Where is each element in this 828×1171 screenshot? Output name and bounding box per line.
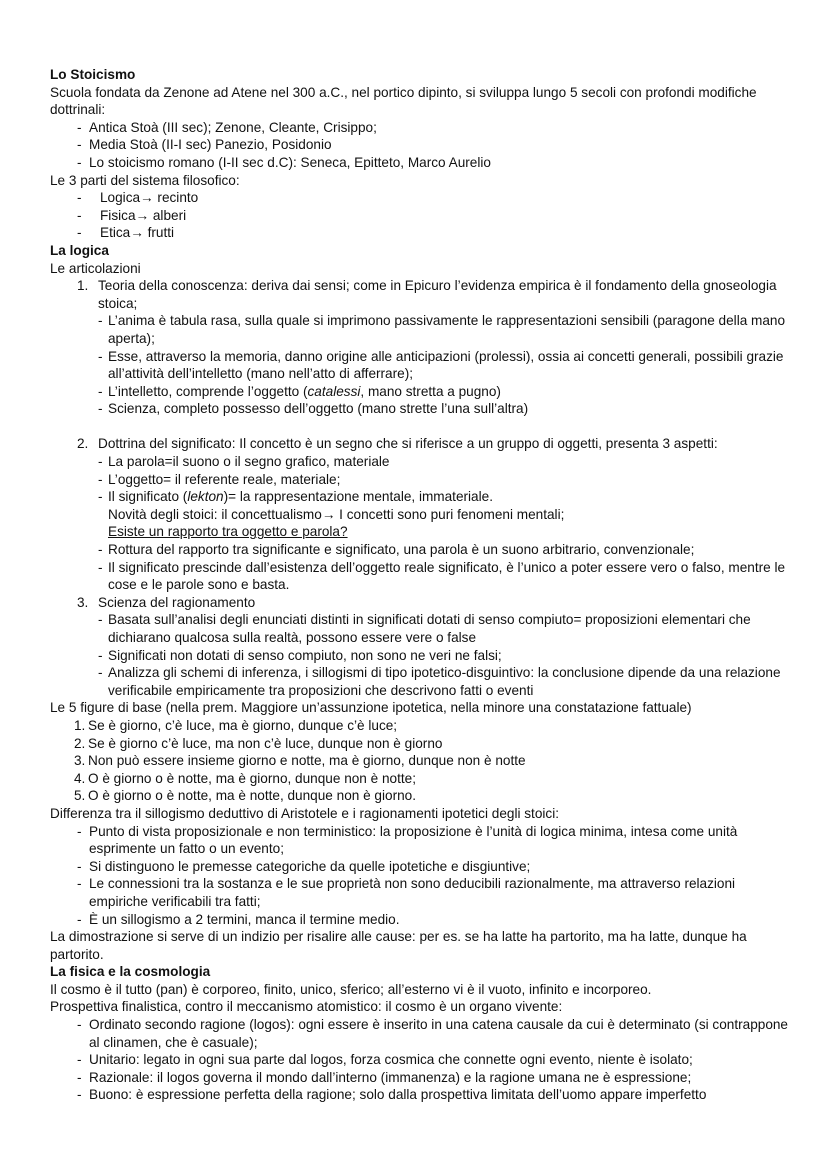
numbered-item-reasoning: 3. Scienza del ragionamento (77, 594, 256, 610)
cosmos-trait-item: - Razionale: il logos governa il mondo dall’interno (immanenza) e la ragione umana ne è espressione; (77, 1069, 692, 1085)
numbered-item-knowledge: 1. Teoria della conoscenza: deriva dai sensi; come in Epicuro l’evidenza empirica è il fondamento della gnoseologia stoica; (77, 278, 777, 311)
numbered-item-meaning: 2. Dottrina del significato: Il concetto è un segno che si riferisce a un gruppo di oggetti, presenta 3 aspetti: (77, 436, 718, 452)
sub-item: - Il significato (lekton)= la rappresentazione mentale, immateriale. (98, 489, 493, 505)
sub-item: - Rottura del rapporto tra significante e significato, una parola è un suono arbitrario, convenzionale; (98, 542, 695, 558)
demonstration-paragraph: La dimostrazione si serve di un indizio per risalire alle cause: per es. se ha latte ha partorito, ma ha latte, dunque ha partorito. (50, 929, 747, 962)
difference-item: - Si distinguono le premesse categoriche da quelle ipotetiche e disgiuntive; (77, 858, 531, 874)
period-item: - Lo stoicismo romano (I-II sec d.C): Seneca, Epitteto, Marco Aurelio (77, 154, 491, 170)
figure-item: 5. O è giorno o è notte, ma è notte, dunque non è giorno. (74, 788, 416, 804)
cosmos-trait-item: - Buono: è espressione perfetta della ragione; solo dalla prospettiva limitata dell’uomo appare imperfetto (77, 1087, 707, 1103)
cosmos-paragraph: Il cosmo è il tutto (pan) è corporeo, finito, unico, sferico; all’esterno vi è il vuoto, infinito e incorporeo. (50, 981, 652, 997)
sub-item: - Esse, attraverso la memoria, danno origine alle anticipazioni (prolessi), ossia ai concetti generali, possibili grazie all’attività dell’intelletto (mano nell’atto di afferrare); (98, 348, 784, 382)
cosmos-trait-item: - Unitario: legato in ogni sua parte dal logos, forza cosmica che connette ogni evento, niente è isolato; (77, 1052, 693, 1068)
figure-item: 2. Se è giorno c’è luce, ma non c’è luce, dunque non è giorno (74, 735, 443, 751)
sub-item: - L’oggetto= il referente reale, materiale; (98, 471, 341, 487)
document-title: Lo Stoicismo (50, 67, 136, 82)
sub-item: - Scienza, completo possesso dell’oggetto (mano strette l’una sull’altra) (98, 401, 529, 417)
figure-item: 1. Se è giorno, c’è luce, ma è giorno, dunque c’è luce; (74, 717, 398, 733)
figure-item: 3. Non può essere insieme giorno e notte, ma è giorno, dunque non è notte (74, 753, 526, 769)
intro-paragraph: Scuola fondata da Zenone ad Atene nel 300 a.C., nel portico dipinto, si sviluppa lungo 5 secoli con profondi modifiche dottrinali: (50, 84, 757, 118)
articulations-label: Le articolazioni (50, 260, 141, 276)
difference-item: - Le connessioni tra la sostanza e le sue proprietà non sono deducibili razionalmente, ma attraverso relazioni empiriche verificabili tra fatti; (77, 876, 736, 909)
cosmos-trait-item: - Ordinato secondo ragione (logos): ogni essere è inserito in una catena causale da cui è determinato (si contrappone al clinamen, che è casuale); (77, 1017, 788, 1050)
period-item: - Media Stoà (II-I sec) Panezio, Posidonio (77, 137, 332, 153)
sub-item: - Significati non dotati di senso compiuto, non sono ne veri ne falsi; (98, 647, 502, 663)
sub-item: - Analizza gli schemi di inferenza, i sillogismi di tipo ipotetico-disguintivo: la conclusione dipende da una relazione verificabile empiricamente tra proposizioni che descrivono fatti o eventi (98, 665, 781, 698)
figures-intro: Le 5 figure di base (nella prem. Maggiore un’assunzione ipotetica, nella minore una constatazione fattuale) (50, 700, 692, 716)
sub-item: - Il significato prescinde dall’esistenza dell’oggetto reale significato, è l’unico a poter essere vero o falso, mentre le cose e le parole sono e basta. (98, 559, 786, 593)
period-item: - Antica Stoà (III sec); Zenone, Cleante, Crisippo; (77, 119, 377, 135)
parts-intro: Le 3 parti del sistema filosofico: (50, 172, 240, 188)
sub-item: - L’anima è tabula rasa, sulla quale si imprimono passivamente le rappresentazioni sensibili (paragone della mano aperta); (98, 313, 786, 346)
logic-heading: La logica (50, 242, 109, 258)
sub-item: - L’intelletto, comprende l’oggetto (catalessi, mano stretta a pugno) (98, 383, 501, 399)
physics-heading: La fisica e la cosmologia (50, 964, 211, 980)
difference-item: - È un sillogismo a 2 termini, manca il termine medio. (77, 911, 400, 927)
difference-intro: Differenza tra il sillogismo deduttivo di Aristotele e i ragionamenti ipotetici degli stoici: (50, 805, 560, 821)
part-item: - Logica→ recinto (77, 190, 199, 206)
sub-item: - La parola=il suono o il segno grafico, materiale (98, 454, 390, 470)
question-underlined: Esiste un rapporto tra oggetto e parola? (108, 524, 348, 540)
finalistic-paragraph: Prospettiva finalistica, contro il meccanismo atomistico: il cosmo è un organo vivente: (50, 999, 563, 1015)
difference-item: - Punto di vista proposizionale e non terministico: la proposizione è l’unità di logica minima, intesa come unità esprimente un fatto o un evento; (77, 823, 738, 857)
document-page (50, 66, 790, 1104)
part-item: - Fisica→ alberi (77, 207, 187, 223)
figure-item: 4. O è giorno o è notte, ma è giorno, dunque non è notte; (74, 770, 416, 786)
sub-item: - Basata sull’analisi degli enunciati distinti in significati dotati di senso compiuto= proposizioni elementari che dichiarano qualcosa sulla realtà, possono essere vere o false (98, 612, 751, 645)
part-item: - Etica→ frutti (77, 225, 175, 241)
novelty-note: Novità degli stoici: il concettualismo→ I concetti sono puri fenomeni mentali; (108, 506, 565, 522)
